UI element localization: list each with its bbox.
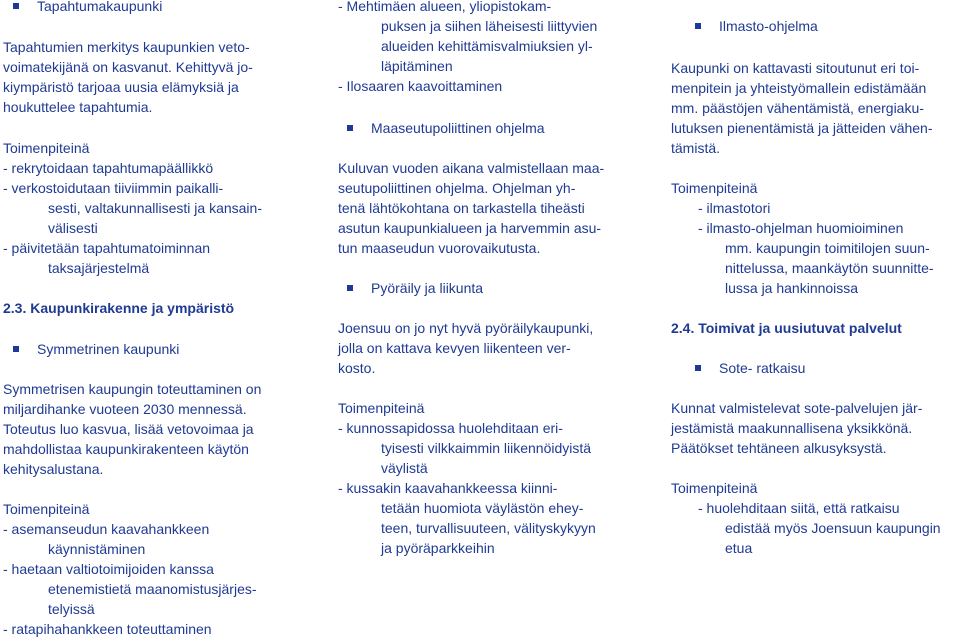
text-line: - päivitetään tapahtumatoiminnan: [3, 240, 211, 256]
text-line: Toteutus luo kasvua, lisää vetovoimaa ja: [3, 421, 254, 437]
text-line: - ratapihahankkeen toteuttaminen: [3, 621, 212, 637]
text-line: kiympäristö tarjoaa uusia elämyksiä ja: [3, 79, 239, 95]
text-line: - rekrytoidaan tapahtumapäällikkö: [3, 160, 214, 176]
section-heading: 2.4. Toimivat ja uusiutuvat palvelut: [671, 320, 902, 336]
text-line: Tapahtumien merkitys kaupunkien veto-: [3, 39, 250, 55]
text-line: - Ilosaaren kaavoittaminen: [338, 78, 503, 94]
text-line: Toimenpiteinä: [3, 140, 90, 156]
text-line: käynnistäminen: [48, 541, 146, 557]
text-line: - ilmastotori: [698, 200, 771, 216]
text-line: - kunnossapidossa huolehditaan eri-: [338, 420, 563, 436]
text-line: mm. päästöjen vähentämistä, energiaku-: [671, 100, 924, 116]
text-line: etenemistietä maanomistusjärjes-: [48, 581, 257, 597]
text-line: Päätökset tehtäneen alkusyksystä.: [671, 440, 887, 456]
text-line: edistää myös Joensuun kaupungin: [725, 520, 941, 536]
text-line: - haetaan valtiotoimijoiden kanssa: [3, 561, 214, 577]
text-line: jestämistä maakunnallisena yksikkönä.: [671, 420, 913, 436]
text-line: voimatekijänä on kasvanut. Kehittyvä jo-: [3, 59, 253, 75]
text-line: välisesti: [48, 220, 98, 236]
text-line: tyisesti vilkkaimmin liikennöidyistä: [381, 440, 592, 456]
bullet-square-icon: [13, 346, 19, 352]
text-line: alueiden kehittämisvalmiuksien yl-: [381, 38, 593, 54]
text-line: kehitysalustana.: [3, 461, 104, 477]
text-line: Kuluvan vuoden aikana valmistellaan maa-: [338, 160, 605, 176]
text-line: asutun kaupunkialueen ja harvemmin asu-: [338, 220, 602, 236]
bullet-square-icon: [347, 285, 353, 291]
text-line: - ilmasto-ohjelman huomioiminen: [698, 220, 904, 236]
text-line: etua: [725, 540, 753, 556]
bullet-square-icon: [13, 3, 19, 9]
text-line: sesti, valtakunnallisesti ja kansain-: [48, 200, 262, 216]
text-line: menpitein ja yhteistyömallein edistämään: [671, 80, 927, 96]
text-line: mm. kaupungin toimitilojen suun-: [725, 240, 930, 256]
bullet-heading: Symmetrinen kaupunki: [37, 341, 180, 357]
text-line: mahdollistaa kaupunkirakenteen käytön: [3, 441, 249, 457]
text-line: Symmetrisen kaupungin toteuttaminen on: [3, 381, 262, 397]
text-line: tun maaseudun vuorovaikutusta.: [338, 240, 541, 256]
text-line: nittelussa, maankäytön suunnitte-: [725, 260, 934, 276]
text-line: Toimenpiteinä: [671, 480, 758, 496]
text-line: Toimenpiteinä: [3, 501, 90, 517]
text-line: kosto.: [338, 360, 376, 376]
text-line: ja pyöräparkkeihin: [381, 540, 495, 556]
text-line: taksajärjestelmä: [48, 260, 150, 276]
text-line: - kussakin kaavahankkeessa kiinni-: [338, 480, 558, 496]
bullet-heading: Maaseutupoliittinen ohjelma: [371, 120, 545, 136]
text-line: Toimenpiteinä: [671, 180, 758, 196]
text-line: Joensuu on jo nyt hyvä pyöräilykaupunki,: [338, 320, 594, 336]
text-line: läpitäminen: [381, 58, 453, 74]
bullet-heading: Sote- ratkaisu: [719, 360, 806, 376]
bullet-heading: Ilmasto-ohjelma: [719, 18, 818, 34]
text-line: - Mehtimäen alueen, yliopistokam-: [338, 0, 552, 14]
text-line: miljardihanke vuoteen 2030 mennessä.: [3, 401, 247, 417]
bullet-square-icon: [695, 23, 701, 29]
text-line: houkuttelee tapahtumia.: [3, 99, 153, 115]
text-line: tenä lähtökohtana on tarkastella tiheästi: [338, 200, 585, 216]
text-line: lussa ja hankinnoissa: [725, 280, 859, 296]
section-heading: 2.3. Kaupunkirakenne ja ympäristö: [3, 300, 235, 316]
text-line: - verkostoidutaan tiiviimmin paikalli-: [3, 180, 224, 196]
text-line: telyissä: [48, 601, 95, 617]
text-line: väylistä: [381, 460, 428, 476]
text-line: Kunnat valmistelevat sote-palvelujen jär-: [671, 400, 923, 416]
text-line: Kaupunki on kattavasti sitoutunut eri toi-: [671, 60, 920, 76]
text-line: - asemanseudun kaavahankkeen: [3, 521, 210, 537]
text-line: lutuksen pienentämistä ja jätteiden vähen-: [671, 120, 933, 136]
text-line: tämistä.: [671, 140, 721, 156]
text-line: Toimenpiteinä: [338, 400, 425, 416]
text-line: - huolehditaan siitä, että ratkaisu: [698, 500, 900, 516]
text-line: seutupoliittinen ohjelma. Ohjelman yh-: [338, 180, 576, 196]
bullet-square-icon: [347, 125, 353, 131]
bullet-heading: Tapahtumakaupunki: [37, 0, 163, 14]
text-line: jolla on kattava kevyen liikenteen ver-: [338, 340, 571, 356]
text-line: tetään huomiota väylästön ehey-: [381, 500, 584, 516]
text-line: teen, turvallisuuteen, välityskykyyn: [381, 520, 596, 536]
text-line: puksen ja siihen läheisesti liittyvien: [381, 18, 598, 34]
bullet-square-icon: [695, 365, 701, 371]
bullet-heading: Pyöräily ja liikunta: [371, 280, 484, 296]
